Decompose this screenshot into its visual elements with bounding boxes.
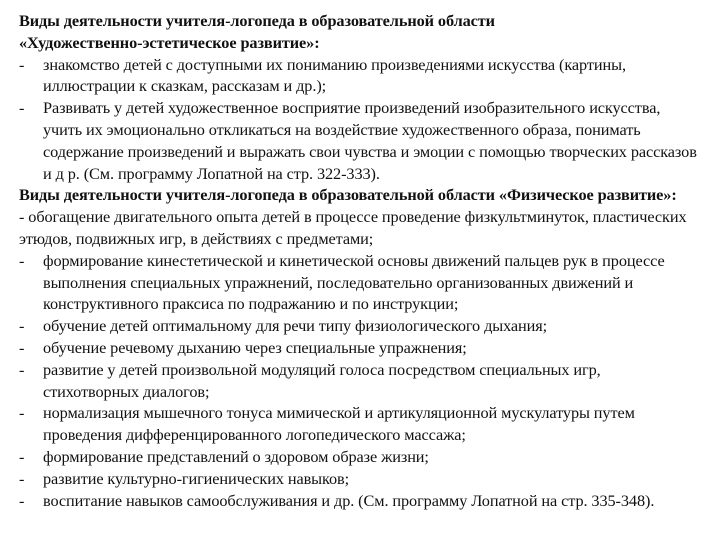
list-item: [19, 315, 697, 337]
list-item: [19, 337, 697, 359]
section2-heading: Виды деятельности учителя-логопеда в образовательной области «Физическое развитие»:: [19, 185, 677, 205]
list-item-text: формирование кинестетической и кинетической основы движений пальцев рук в процессе выполнения специальных упражнений, последовательно организованных движений и конструктивного праксиса по подражанию и по инструкции;: [43, 250, 665, 314]
list-item-text: обучение детей оптимальному для речи типу физиологического дыхания;: [43, 316, 548, 336]
bullet-dash: -: [19, 316, 25, 336]
section1-heading-line1: Виды деятельности учителя-логопеда в образовательной области: [19, 11, 495, 30]
list-item-text: воспитание навыков самообслуживания и др. (См. программу Лопатной на стр. 335-348).: [43, 490, 655, 510]
list-item-text: обучение речевому дыханию через специальные упражнения;: [43, 337, 467, 357]
list-item-text: развитие у детей произвольной модуляций голоса посредством специальных игр, стихотворных диалогов;: [43, 359, 601, 401]
bullet-dash: -: [19, 468, 25, 488]
list-item: [19, 97, 697, 184]
bullet-dash: -: [19, 490, 25, 510]
slide-content: [19, 10, 697, 511]
list-item: [19, 359, 697, 403]
bullet-dash: -: [19, 403, 25, 423]
bullet-dash: -: [19, 359, 25, 379]
list-item: [19, 490, 697, 512]
list-item-text: нормализация мышечного тонуса мимической и артикуляционной мускулатуры путем проведения дифференцированного логопедического массажа;: [43, 403, 635, 445]
list-item: [19, 468, 697, 490]
list-item-text: развитие культурно-гигиенических навыков;: [43, 468, 350, 488]
section1-heading: [19, 10, 697, 54]
bullet-dash: -: [19, 446, 25, 466]
bullet-dash: -: [19, 54, 25, 74]
section1-heading-line2: «Художественно-эстетическое развитие»:: [19, 32, 320, 52]
list-item-text: Развивать у детей художественное восприятие произведений изобразительного искусства, учить их эмоционально откликаться на воздействие художественного образа, понимать содержание произведений и выражать свои чувства и эмоции с помощью творческих рассказов и д р. (См. программу Лопатной на стр. 322-333).: [43, 98, 697, 183]
list-item-text: формирование представлений о здоровом образе жизни;: [43, 446, 429, 466]
list-item: [19, 54, 697, 98]
bullet-dash: -: [19, 337, 25, 357]
list-item: - обогащение двигательного опыта детей в процессе проведение физкультминуток, пластических этюдов, подвижных игр, в действиях с предметами;: [19, 207, 687, 248]
list-item: [19, 250, 697, 315]
bullet-dash: -: [19, 250, 25, 270]
list-item: [19, 402, 697, 446]
bullet-dash: -: [19, 98, 25, 118]
list-item: [19, 446, 697, 468]
list-item-text: знакомство детей с доступными их пониманию произведениями искусства (картины, иллюстрации к сказкам, рассказам и др.);: [43, 54, 626, 96]
